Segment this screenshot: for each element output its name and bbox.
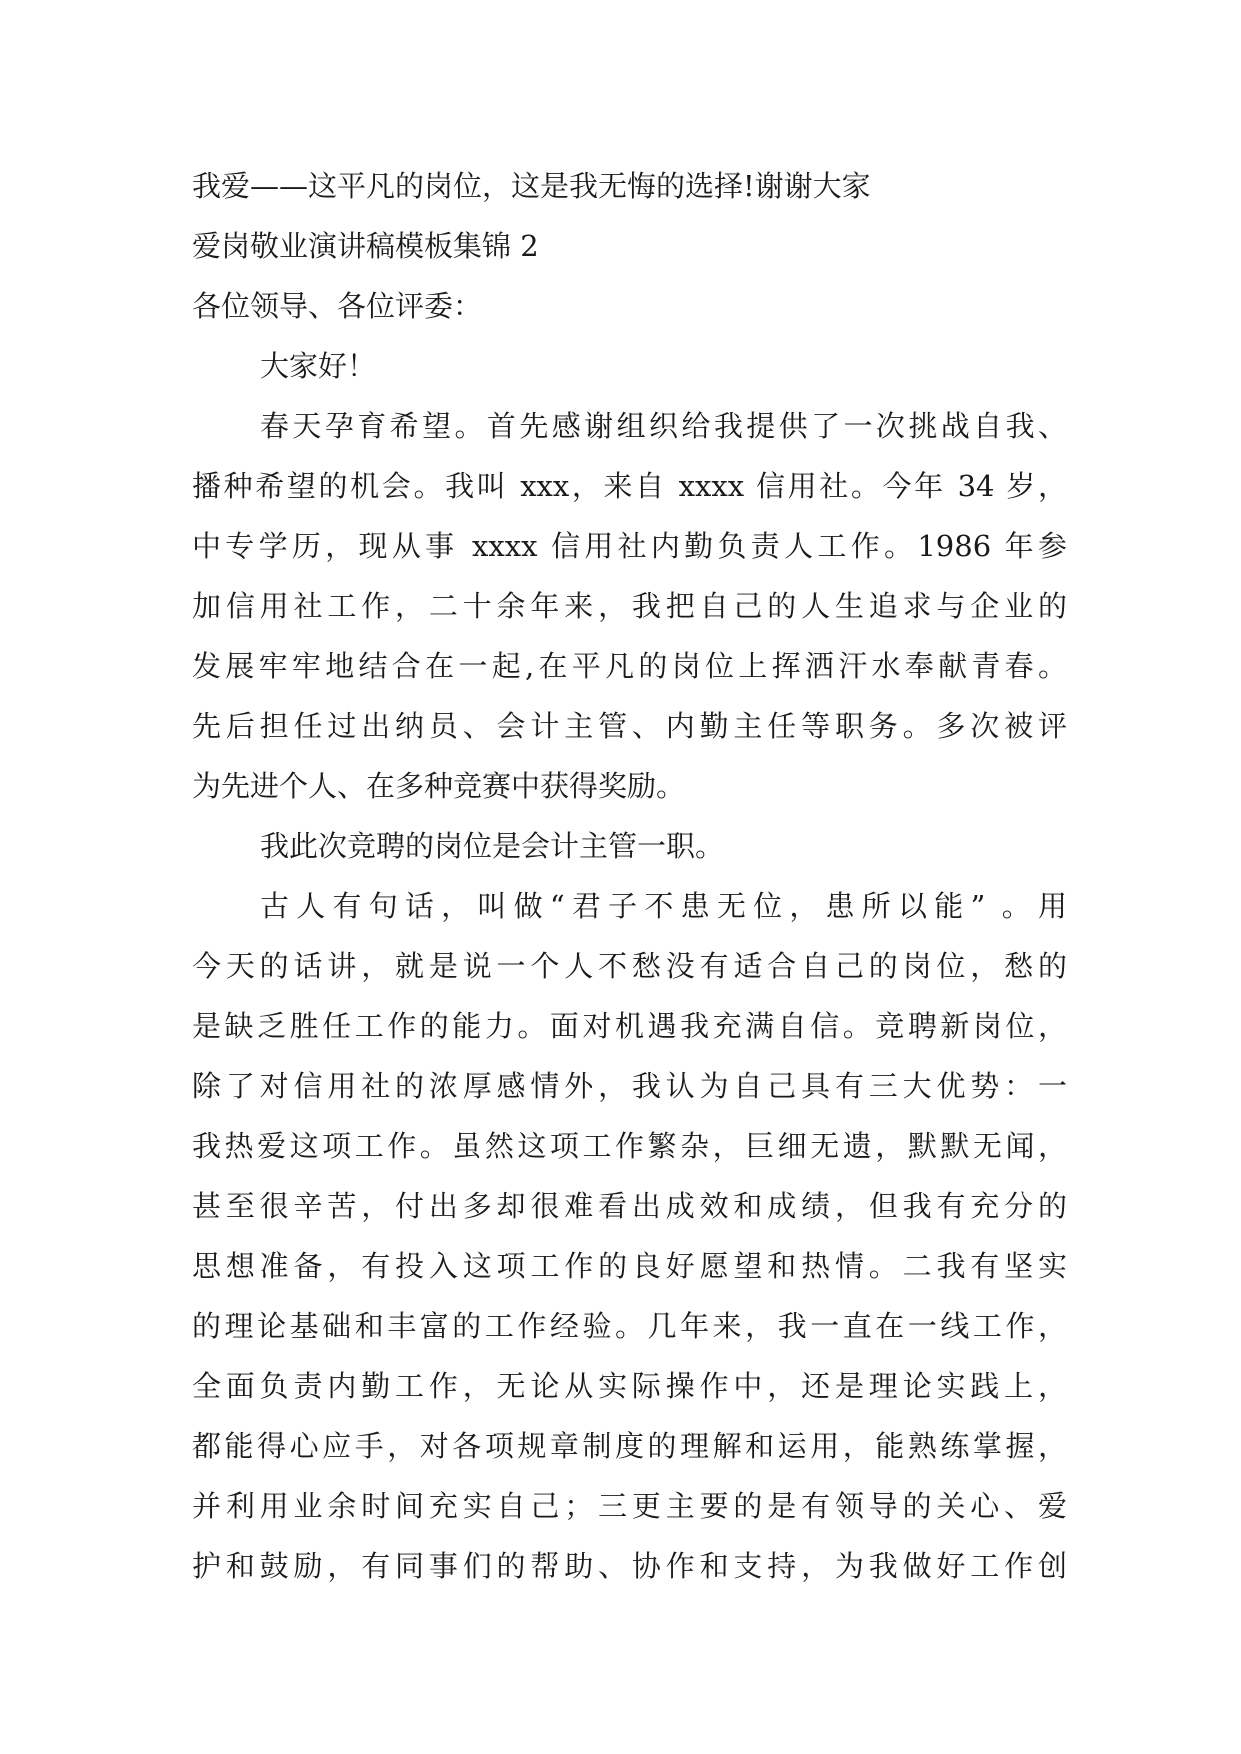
text-line: 播种希望的机会。我叫 xxx，来自 xxxx 信用社。今年 34 岁，: [192, 469, 1067, 503]
text-line: 思想准备，有投入这项工作的良好愿望和热情。二我有坚实: [192, 1249, 1067, 1283]
text-line: 我爱——这平凡的岗位，这是我无悔的选择!谢谢大家: [192, 169, 871, 203]
text-line: 并利用业余时间充实自己；三更主要的是有领导的关心、爱: [192, 1489, 1067, 1523]
text-line: 中专学历，现从事 xxxx 信用社内勤负责人工作。1986 年参: [192, 529, 1067, 563]
text-line: 护和鼓励，有同事们的帮助、协作和支持，为我做好工作创: [192, 1549, 1067, 1583]
text-line: 为先进个人、在多种竞赛中获得奖励。: [192, 769, 686, 803]
text-line: 我热爱这项工作。虽然这项工作繁杂，巨细无遗，默默无闻，: [192, 1129, 1067, 1163]
text-line: 我此次竞聘的岗位是会计主管一职。: [260, 829, 725, 863]
text-line: 春天孕育希望。首先感谢组织给我提供了一次挑战自我、: [260, 409, 1067, 443]
text-line: 除了对信用社的浓厚感情外，我认为自己具有三大优势：一: [192, 1069, 1067, 1103]
text-line: 是缺乏胜任工作的能力。面对机遇我充满自信。竞聘新岗位，: [192, 1009, 1067, 1043]
greeting: 大家好！: [260, 349, 377, 383]
text-line: 都能得心应手，对各项规章制度的理解和运用，能熟练掌握，: [192, 1429, 1067, 1463]
text-line: 的理论基础和丰富的工作经验。几年来，我一直在一线工作，: [192, 1309, 1067, 1343]
text-line: 加信用社工作，二十余年来，我把自己的人生追求与企业的: [192, 589, 1067, 623]
text-line: 今天的话讲，就是说一个人不愁没有适合自己的岗位，愁的: [192, 949, 1067, 983]
text-line: 全面负责内勤工作，无论从实际操作中，还是理论实践上，: [192, 1369, 1067, 1403]
text-line: 发展牢牢地结合在一起,在平凡的岗位上挥洒汗水奉献青春。: [192, 649, 1067, 683]
text-line: 先后担任过出纳员、会计主管、内勤主任等职务。多次被评: [192, 709, 1067, 743]
section-title: 爱岗敬业演讲稿模板集锦 2: [192, 229, 539, 263]
text-line: 甚至很辛苦，付出多却很难看出成效和成绩，但我有充分的: [192, 1189, 1067, 1223]
document-page: [192, 0, 1067, 1754]
salutation: 各位领导、各位评委：: [192, 289, 483, 323]
text-line: 古人有句话，叫做“君子不患无位，患所以能” 。用: [260, 889, 1067, 923]
